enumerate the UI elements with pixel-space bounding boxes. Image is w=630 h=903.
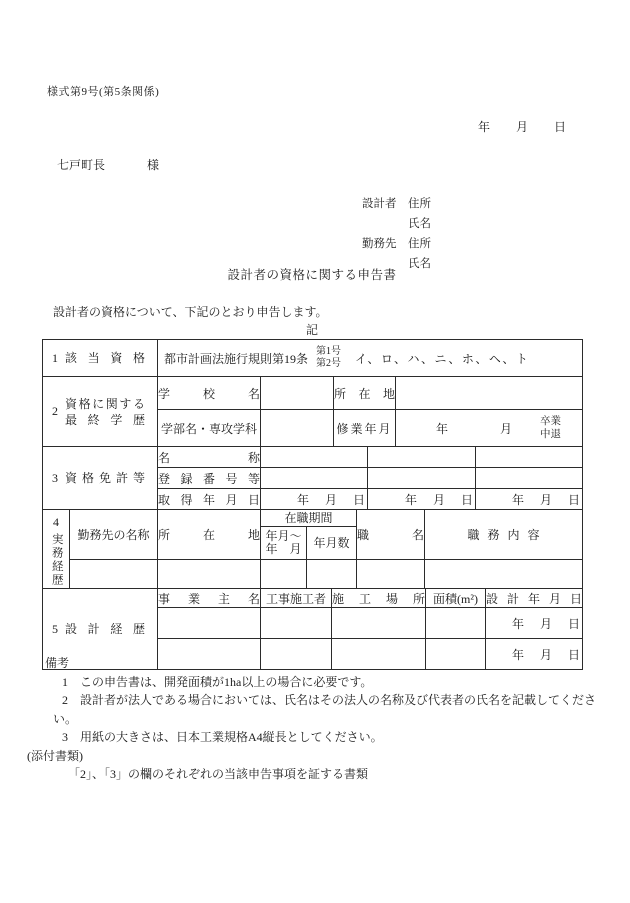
field-work-address [158, 560, 261, 589]
date-month-label: 月 [516, 120, 529, 134]
field-contractor-1 [261, 608, 332, 639]
attachments-text: 「2」、「3」の欄のそれぞれの当該申告事項を証する書類 [68, 767, 369, 781]
r5-area-label: 面積(m²) [426, 589, 486, 608]
r2-graduate-dropout [540, 415, 561, 441]
note-2-continued: い。 [53, 711, 78, 726]
r5-site-label: 施工場所 [332, 589, 426, 608]
r4-address-label: 所在地 [158, 510, 261, 560]
r5-contractor-label: 工事施工者 [261, 589, 332, 608]
field-work-employer [70, 560, 158, 589]
section-final-education [42, 376, 583, 447]
designer-name-label: 氏名 [408, 218, 431, 230]
r2-school-label: 学校名 [158, 377, 261, 410]
note-3: 3 用紙の大きさは、日本工業規格A4縦長としてください。 [62, 730, 383, 744]
r2-number: 2 [52, 404, 58, 418]
section-work-experience [42, 509, 583, 589]
r2-department-label: 学部名・専攻学科 [158, 410, 261, 447]
designer-label: 設計者 [362, 198, 397, 210]
r4-period-from-line2: 年 月 [265, 542, 302, 556]
field-license-name-1 [261, 447, 368, 468]
r4-label-cell [43, 510, 70, 589]
field-acquired-date-1: 年 月 日 [261, 489, 368, 510]
addressee-name: 七戸町長 [57, 158, 106, 172]
addressee-line [57, 156, 159, 173]
ki-heading: 記 [305, 323, 318, 337]
field-work-period-months [307, 560, 357, 589]
field-owner-1 [158, 608, 261, 639]
r1-clause-1: 第1号 [316, 346, 342, 357]
note-2: 2 設計者が法人である場合においては、氏名はその法人の名称及び代表者の氏名を記載してくださ [62, 693, 597, 707]
field-school-location [396, 377, 583, 410]
r1-clause-2: 第2号 [316, 358, 342, 369]
qualification-table [42, 339, 582, 670]
field-acquired-date-2: 年 月 日 [368, 489, 476, 510]
r2-label-cell [43, 377, 158, 447]
r1-content-cell [158, 340, 583, 377]
r4-period-label: 在職期間 [261, 510, 357, 527]
field-license-name-2 [368, 447, 476, 468]
field-license-name-3 [476, 447, 583, 468]
r1-number: 1 [52, 350, 58, 365]
field-design-date-1: 年 月 日 [486, 608, 583, 639]
section-licenses [42, 446, 583, 510]
r1-law-text: 都市計画法施行規則第19条 [164, 351, 309, 366]
designer-name-row [362, 213, 431, 233]
designer-address-label: 住所 [408, 198, 431, 210]
field-design-date-2: 年 月 日 [486, 639, 583, 670]
r4-label-vertical: 実務経歴 [50, 533, 63, 587]
document-title: 設計者の資格に関する申告書 [227, 268, 397, 282]
form-number: 様式第9号(第5条関係) [47, 86, 160, 98]
designer-address-row [362, 193, 431, 213]
r3-number: 3 [52, 470, 58, 485]
r3-registration-label: 登録番号等 [158, 468, 261, 489]
r4-position-label: 職名 [357, 510, 425, 560]
employer-name-label: 氏名 [408, 258, 431, 270]
field-department [261, 410, 334, 447]
r2-label-line1: 資格に関する [65, 396, 145, 411]
field-work-position [357, 560, 425, 589]
r2-year-label: 年 [436, 421, 449, 436]
signer-block [362, 193, 431, 273]
field-registration-2 [368, 468, 476, 489]
r1-items: イ、ロ、ハ、ニ、ホ、ヘ、ト [355, 351, 530, 366]
date-line [478, 118, 566, 135]
field-registration-1 [261, 468, 368, 489]
r2-completion-label: 修業年月 [334, 410, 396, 447]
r5-design-date-label: 設計年月日 [486, 589, 583, 608]
r3-label: 資格免許等 [65, 471, 145, 485]
field-work-period-from [261, 560, 307, 589]
field-school-name [261, 377, 334, 410]
employer-address-label: 住所 [408, 238, 431, 250]
field-registration-3 [476, 468, 583, 489]
r4-period-from-line1: 年月～ [265, 529, 302, 543]
field-work-duties [425, 560, 583, 589]
addressee-honorific: 様 [147, 158, 160, 172]
r1-clauses [316, 346, 341, 370]
field-area-1 [426, 608, 486, 639]
r2-graduate-label: 卒業 [540, 416, 562, 427]
r2-dropout-label: 中退 [540, 429, 562, 440]
employer-address-row [362, 233, 431, 253]
r3-label-cell [43, 447, 158, 510]
employer-label: 勤務先 [362, 238, 397, 250]
r4-employer-label: 勤務先の名称 [70, 510, 158, 560]
r4-duties-label: 職務内容 [425, 510, 583, 560]
r5-label: 設計経歴 [65, 622, 145, 636]
r5-owner-label: 事業主名 [158, 589, 261, 608]
date-year-label: 年 [478, 120, 491, 134]
notes-block [27, 654, 602, 784]
attachments-heading: (添付書類) [27, 748, 83, 763]
note-1: 1 この申告書は、開発面積が1ha以上の場合に必要です。 [62, 674, 373, 689]
field-completion-date [396, 410, 583, 447]
r3-acquired-label: 取得年月日 [158, 489, 261, 510]
r2-month-label: 月 [500, 421, 513, 436]
r1-label: 該当資格 [65, 351, 145, 365]
section-applicable-qualification [42, 339, 583, 377]
field-acquired-date-3: 年 月 日 [476, 489, 583, 510]
date-day-label: 日 [554, 120, 567, 134]
r1-label-cell [43, 340, 158, 377]
notes-heading: 備考 [45, 656, 70, 670]
declaration-text: 設計者の資格について、下記のとおり申告します。 [53, 305, 328, 319]
r5-number: 5 [52, 621, 58, 636]
r4-period-from-label [261, 527, 307, 560]
r2-label-line2: 最終学歴 [65, 412, 145, 427]
r4-number: 4 [53, 515, 59, 529]
r3-name-label: 名称 [158, 447, 261, 468]
r2-location-label: 所在地 [334, 377, 396, 410]
r4-period-months-label: 年月数 [307, 527, 357, 560]
field-site-1 [332, 608, 426, 639]
